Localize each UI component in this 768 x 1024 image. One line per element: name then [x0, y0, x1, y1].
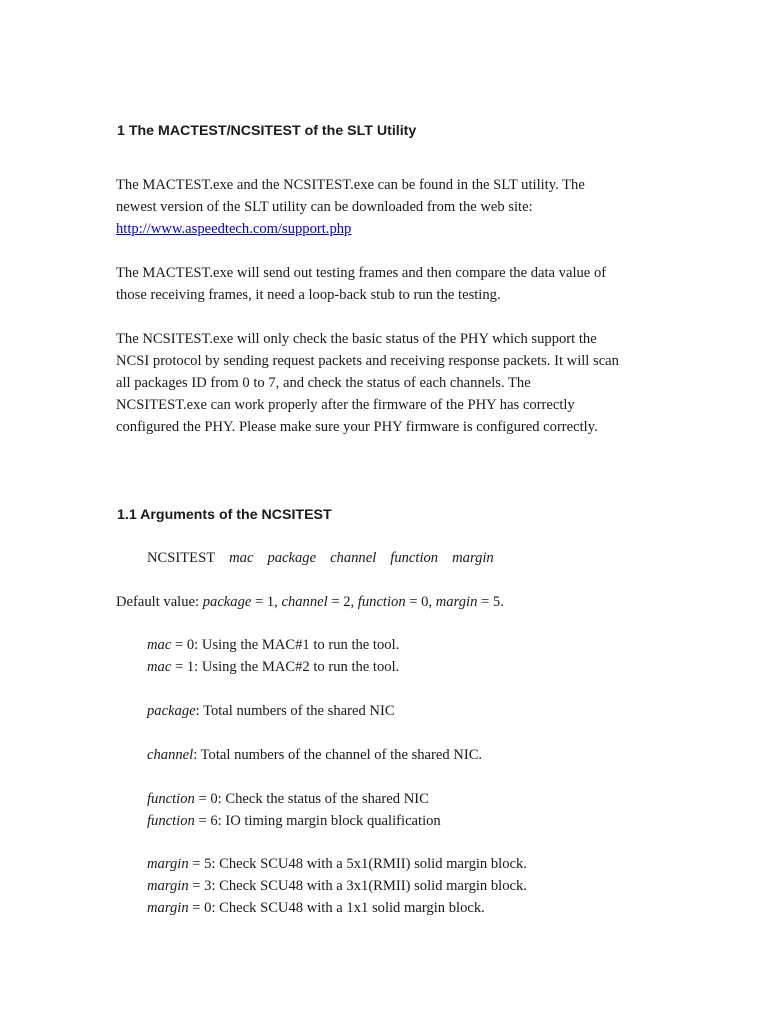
syntax-arg-margin: margin	[452, 550, 494, 566]
syntax-arg-channel: channel	[330, 550, 377, 566]
paragraph-line: configured the PHY. Please make sure your PHY firmware is configured correctly.	[116, 419, 598, 435]
arg-item	[147, 853, 527, 875]
arg-name: function	[147, 813, 195, 829]
defaults-prefix: Default value:	[116, 594, 203, 610]
arg-desc: = 0: Using the MAC#1 to run the tool.	[171, 637, 400, 653]
arg-desc: = 0: Check SCU48 with a 1x1 solid margin block.	[188, 900, 485, 916]
default-values	[116, 591, 676, 613]
command-syntax	[147, 547, 494, 569]
paragraph-line: The NCSITEST.exe will only check the basic status of the PHY which support the	[116, 331, 597, 347]
arg-desc: = 3: Check SCU48 with a 3x1(RMII) solid margin block.	[188, 878, 527, 894]
section-heading: 1 The MACTEST/NCSITEST of the SLT Utility	[117, 123, 417, 139]
paragraph-line: The MACTEST.exe will send out testing frames and then compare the data value of	[116, 265, 607, 281]
support-link[interactable]: http://www.aspeedtech.com/support.php	[116, 221, 352, 237]
arg-name: margin	[147, 856, 189, 872]
arg-name: margin	[147, 878, 189, 894]
mac-arg-list	[147, 634, 399, 678]
paragraph-line: The MACTEST.exe and the NCSITEST.exe can be found in the SLT utility. The	[116, 177, 585, 193]
arg-item	[147, 897, 527, 919]
paragraph-line: newest version of the SLT utility can be downloaded from the web site:	[116, 199, 533, 215]
arg-item	[147, 634, 399, 656]
defaults-margin-value: = 5.	[477, 594, 504, 610]
defaults-package-name: package	[202, 594, 252, 610]
paragraph-line: those receiving frames, it need a loop-back stub to run the testing.	[116, 287, 501, 303]
margin-arg-list	[147, 853, 527, 919]
paragraph-line: NCSI protocol by sending request packets and receiving response packets. It will scan	[116, 353, 619, 369]
ncsitest-paragraph	[116, 328, 676, 438]
intro-paragraph	[116, 174, 676, 240]
package-arg	[147, 700, 395, 722]
arg-desc: = 5: Check SCU48 with a 5x1(RMII) solid margin block.	[188, 856, 527, 872]
syntax-arg-function: function	[390, 550, 439, 566]
arg-name: mac	[147, 659, 172, 675]
defaults-channel-value: = 2,	[327, 594, 358, 610]
defaults-package-value: = 1,	[251, 594, 282, 610]
arg-item	[147, 656, 399, 678]
syntax-arg-package: package	[267, 550, 317, 566]
function-arg-list	[147, 788, 441, 832]
paragraph-line: NCSITEST.exe can work properly after the firmware of the PHY has correctly	[116, 397, 575, 413]
arg-item	[147, 788, 441, 810]
subsection-heading: 1.1 Arguments of the NCSITEST	[117, 507, 332, 523]
arg-name: package	[147, 703, 196, 719]
arg-desc: = 0: Check the status of the shared NIC	[194, 791, 429, 807]
mactest-paragraph	[116, 262, 676, 306]
arg-name: mac	[147, 637, 172, 653]
channel-arg	[147, 744, 482, 766]
paragraph-line: all packages ID from 0 to 7, and check the status of each channels. The	[116, 375, 531, 391]
arg-item	[147, 875, 527, 897]
arg-item	[147, 810, 441, 832]
arg-desc: = 6: IO timing margin block qualification	[194, 813, 441, 829]
arg-desc: : Total numbers of the shared NIC	[195, 703, 395, 719]
arg-desc: : Total numbers of the channel of the shared NIC.	[193, 747, 483, 763]
defaults-margin-name: margin	[435, 594, 478, 610]
arg-name: margin	[147, 900, 189, 916]
syntax-arg-mac: mac	[229, 550, 254, 566]
arg-name: function	[147, 791, 195, 807]
defaults-function-value: = 0,	[405, 594, 436, 610]
arg-desc: = 1: Using the MAC#2 to run the tool.	[171, 659, 400, 675]
defaults-channel-name: channel	[281, 594, 328, 610]
defaults-function-name: function	[357, 594, 406, 610]
command-name: NCSITEST	[147, 550, 216, 566]
arg-name: channel	[147, 747, 194, 763]
